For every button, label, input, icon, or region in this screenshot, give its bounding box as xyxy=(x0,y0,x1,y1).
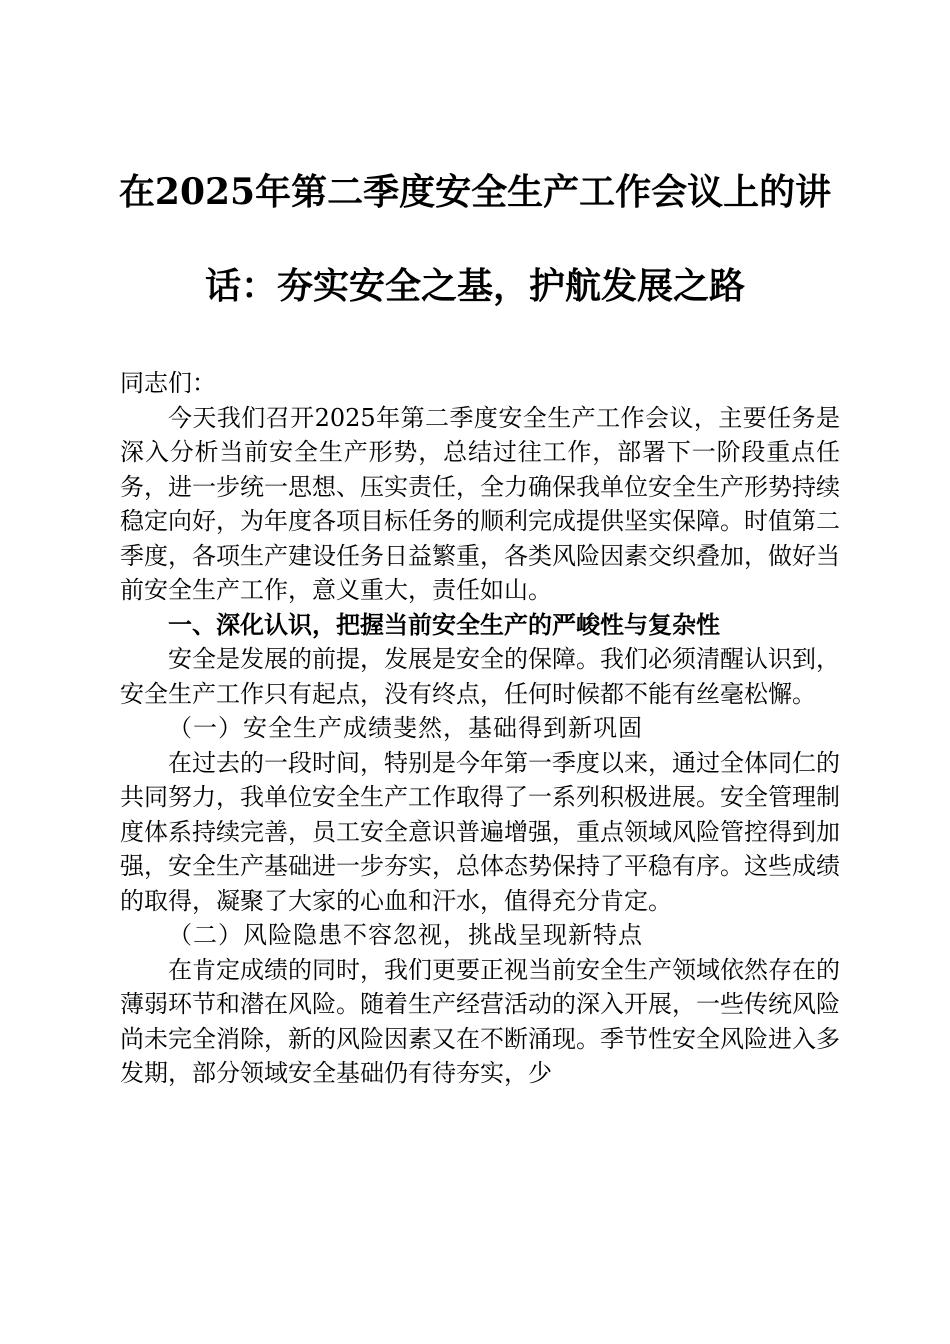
subsection-2-paragraph: 在肯定成绩的同时，我们更要正视当前安全生产领域依然存在的薄弱环节和潜在风险。随着生产经营活动的深入开展，一些传统风险尚未完全消除，新的风险因素又在不断涌现。季节性安全风险进入多发期，部分领域安全基础仍有待夯实，少 xyxy=(120,955,840,1087)
salutation: 同志们： xyxy=(120,369,216,397)
subsection-2-heading: （二）风险隐患不容忽视，挑战呈现新特点 xyxy=(168,921,643,949)
intro-paragraph: 今天我们召开2025年第二季度安全生产工作会议，主要任务是深入分析当前安全生产形势，总结过往工作，部署下一阶段重点任务，进一步统一思想、压实责任，全力确保我单位安全生产形势持续稳定向好，为年度各项目标任务的顺利完成提供坚实保障。时值第二季度，各项生产建设任务日益繁重，各类风险因素交织叠加，做好当前安全生产工作，意义重大，责任如山。 xyxy=(120,403,840,604)
subsection-1-heading: （一）安全生产成绩斐然，基础得到新巩固 xyxy=(168,714,643,742)
document-body xyxy=(120,366,840,1091)
section-1-heading: 一、深化认识，把握当前安全生产的严峻性与复杂性 xyxy=(168,609,720,639)
section-1-paragraph: 安全是发展的前提，发展是安全的保障。我们必须清醒认识到，安全生产工作只有起点，没有终点，任何时候都不能有丝毫松懈。 xyxy=(120,645,840,708)
document-title-line-1: 在2025年第二季度安全生产工作会议上的讲 xyxy=(118,171,832,213)
document-title-line-2: 话：夯实安全之基，护航发展之路 xyxy=(204,265,745,307)
subsection-1-paragraph: 在过去的一段时间，特别是今年第一季度以来，通过全体同仁的共同努力，我单位安全生产工作取得了一系列积极进展。安全管理制度体系持续完善，员工安全意识普遍增强，重点领域风险管控得到加强，安全生产基础进一步夯实，总体态势保持了平稳有序。这些成绩的取得，凝聚了大家的心血和汗水，值得充分肯定。 xyxy=(120,748,840,915)
